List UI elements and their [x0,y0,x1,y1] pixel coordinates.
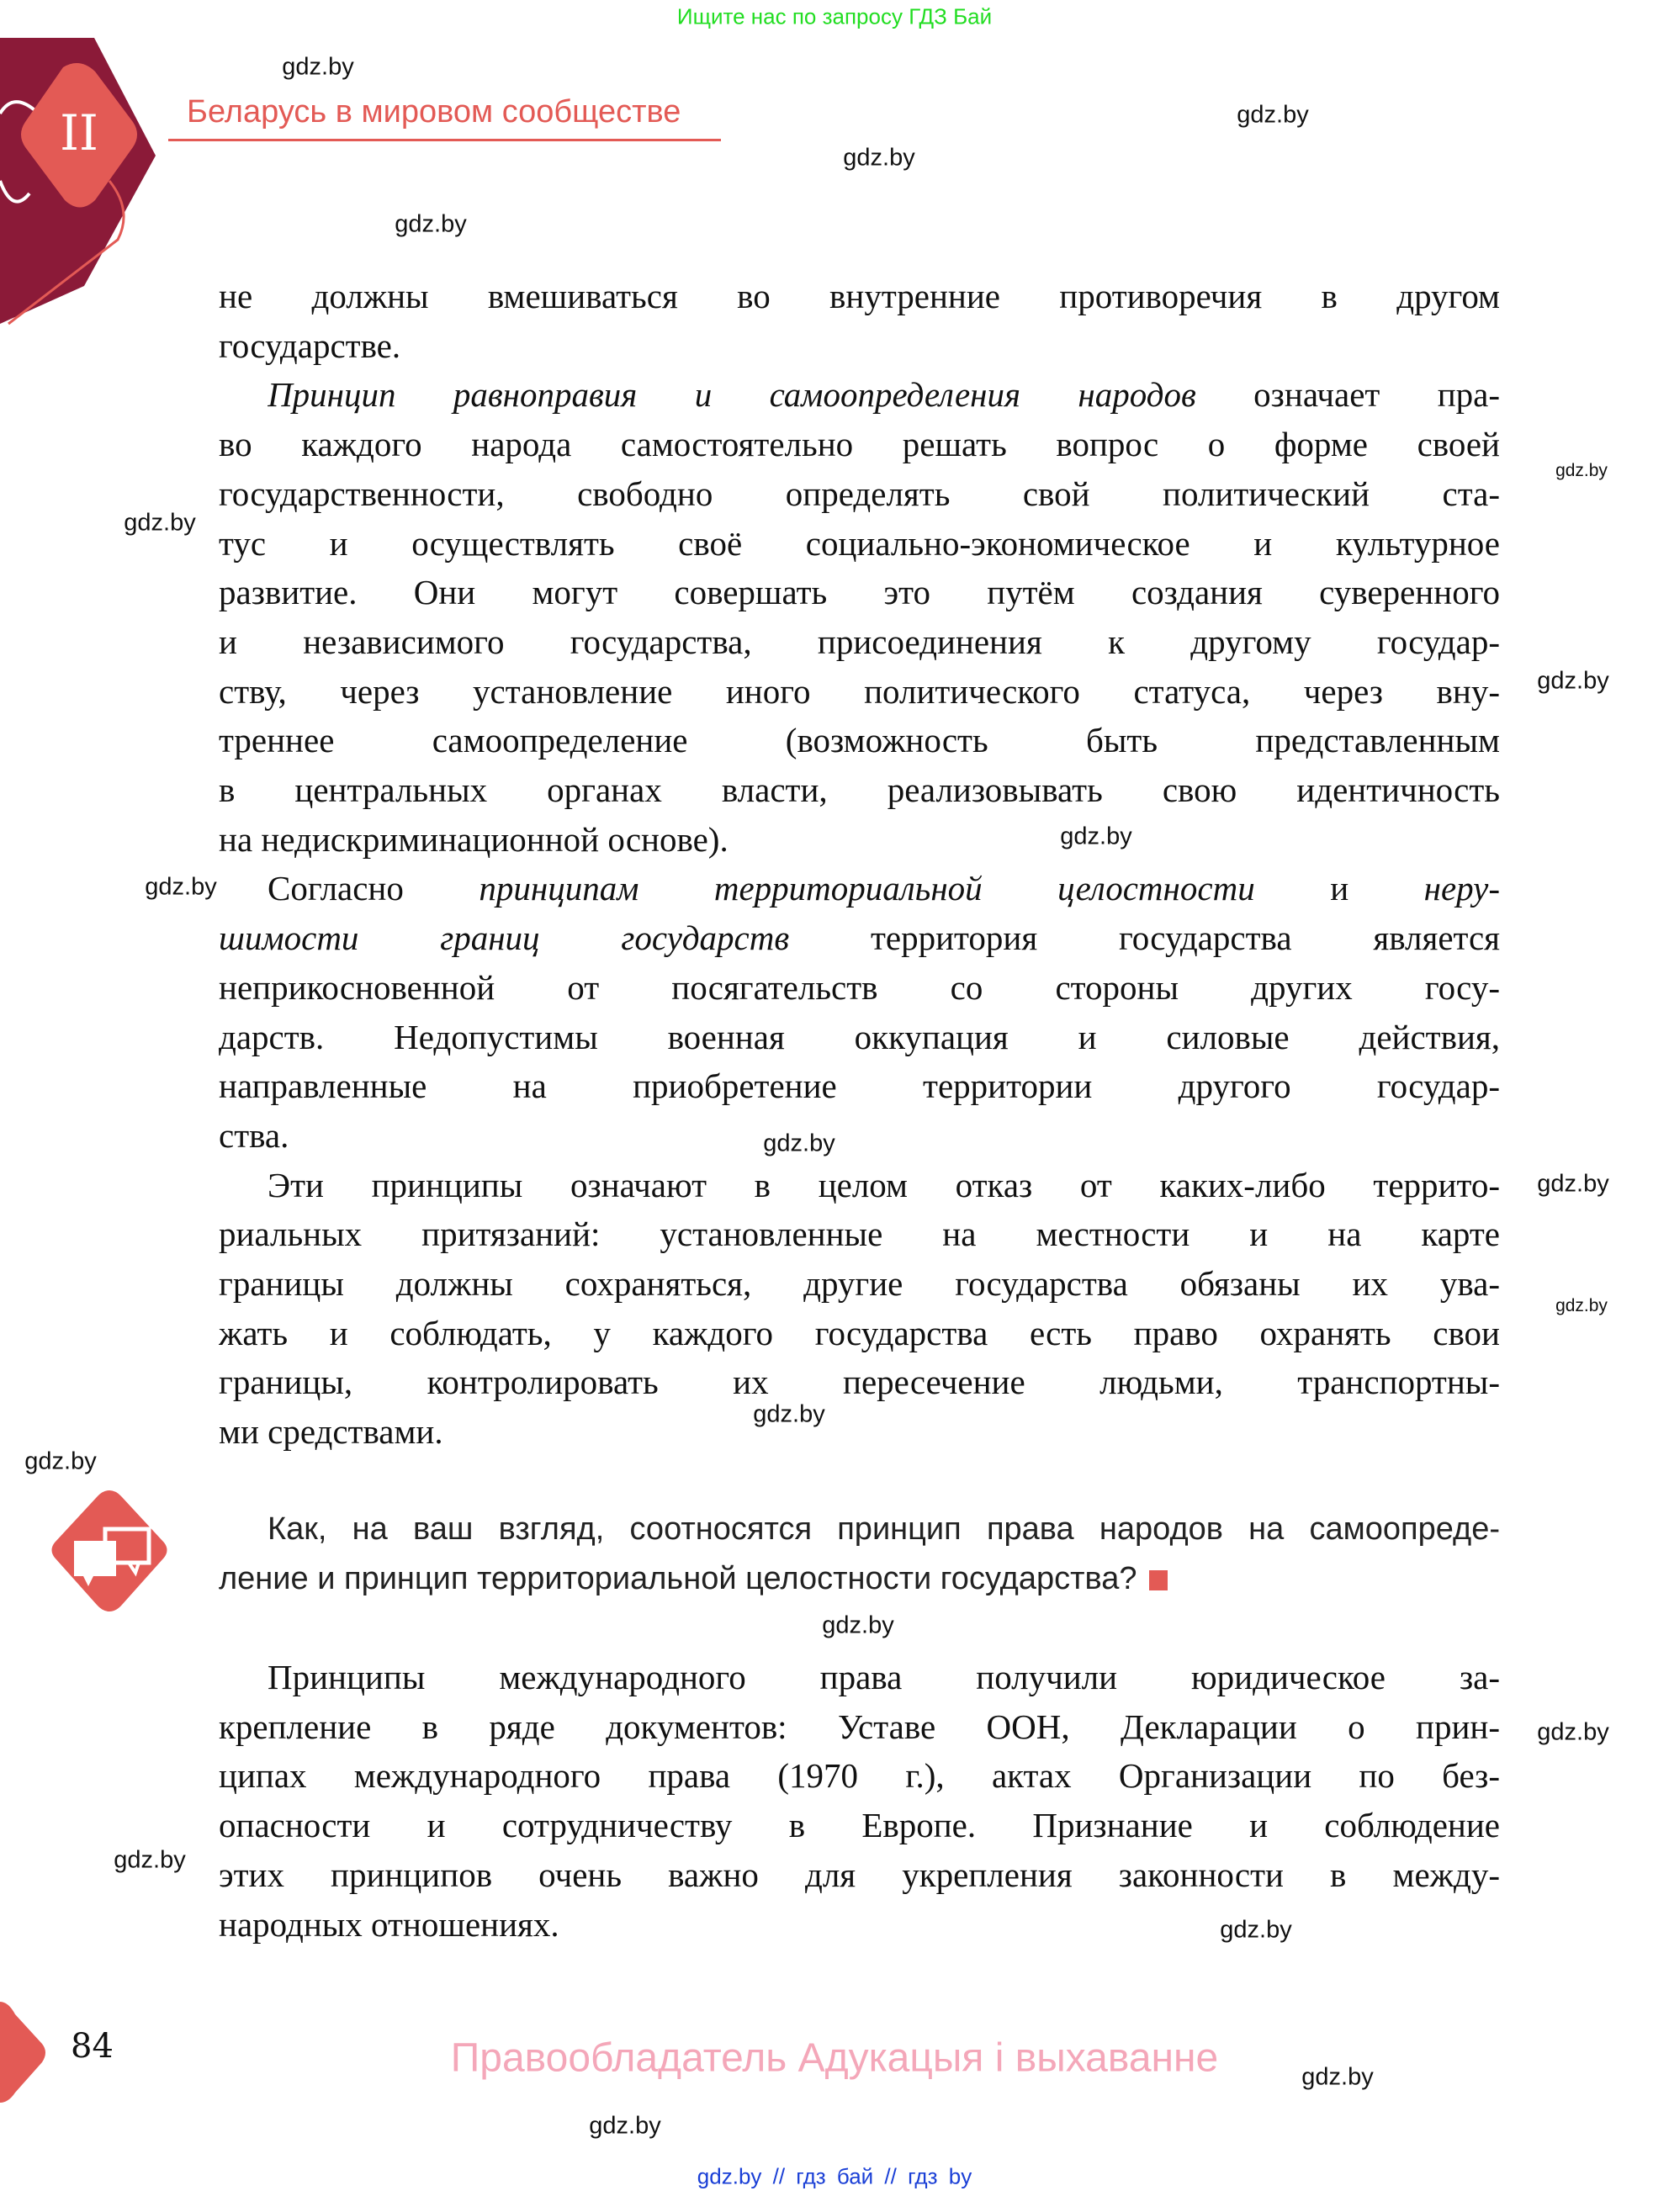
watermark: gdz.by [145,873,217,901]
text-segment: Согласно [268,869,480,908]
watermark: gdz.by [1220,1916,1292,1944]
rights-holder: Правообладатель Адукацыя і выхаванне [450,2035,1219,2081]
body-line [219,519,1500,568]
text-segment: означает пра- [1195,375,1500,415]
watermark: gdz.by [1537,1170,1609,1198]
watermark: gdz.by [1237,101,1309,129]
body-line [219,420,1500,468]
body-line [219,913,1500,962]
body-line [268,1161,1500,1209]
watermark: gdz.by [1301,2063,1374,2091]
body-line [219,1209,1500,1258]
text-segment: границы, контролировать их пересечение людьми, транспортны- [219,1363,1500,1402]
text-segment: ципах международного права (1970 г.), актах Организации по без- [219,1756,1500,1796]
text-segment: направленные на приобретение территории другого государ- [219,1066,1500,1106]
end-marker-icon [1149,1570,1168,1590]
question-line-text: ление и принцип территориальной целостности государства? [219,1561,1137,1596]
body-line [219,1111,1500,1160]
text-segment: границы должны сохраняться, другие государства обязаны их ува- [219,1264,1500,1303]
body-line [219,765,1500,814]
text-segment: тус и осуществлять своё социально-экономическое и культурное [219,523,1500,563]
italic-term: принципам территориальной целостности [479,869,1255,908]
question-line [219,1554,1500,1603]
watermark: gdz.by [1555,461,1608,480]
watermark: gdz.by [1555,1296,1608,1315]
text-segment: жать и соблюдать, у каждого государства есть право охранять свои [219,1313,1500,1352]
body-line [268,864,1500,913]
chapter-number: II [60,104,98,161]
watermark: gdz.by [124,509,196,537]
watermark: gdz.by [1060,823,1132,850]
top-banner: Ищите нас по запросу ГДЗ Бай [676,3,993,29]
text-segment: ми средствами. [219,1412,443,1452]
watermark: gdz.by [763,1130,835,1157]
body-line [219,1407,1500,1456]
text-segment: народных отношениях. [219,1904,559,1944]
bottom-banner[interactable]: gdz.by // гдз бай // гдз by [697,2163,972,2189]
body-line [219,1751,1500,1800]
body-line [219,1259,1500,1308]
watermark: gdz.by [395,210,467,238]
body-line [219,716,1500,765]
text-segment: развитие. Они могут совершать это путём создания суверенного [219,573,1500,612]
text-segment: этих принципов очень важно для укрепления законности в между- [219,1855,1500,1894]
text-segment: опасности и сотрудничеству в Европе. Признание и соблюдение [219,1806,1500,1845]
text-segment: ства. [219,1115,289,1155]
watermark: gdz.by [24,1447,97,1475]
body-line [219,1309,1500,1357]
body-line [219,815,1500,864]
body-line [219,1061,1500,1110]
text-segment: крепление в ряде документов: Уставе ООН, Декларации о прин- [219,1707,1500,1746]
body-line [268,370,1500,419]
text-segment: Эти принципы означают в целом отказ от каких-либо террито- [268,1165,1500,1204]
watermark: gdz.by [282,53,354,81]
chapter-title: Беларусь в мировом сообществе [187,94,681,130]
body-line [219,1702,1500,1751]
chapter-underline [168,139,721,141]
body-line [219,1850,1500,1899]
text-segment: в центральных органах власти, реализовывать свою идентичность [219,770,1500,809]
discussion-icon [46,1489,172,1615]
body-line [219,667,1500,716]
text-segment: неприкосновенной от посягательств со стороны других госу- [219,967,1500,1007]
text-segment: на недискриминационной основе). [219,819,729,859]
body-line [219,568,1500,617]
text-segment: дарств. Недопустимы военная оккупация и силовые действия, [219,1017,1500,1056]
watermark: gdz.by [843,144,915,172]
page-number: 84 [71,2027,114,2066]
body-line [219,272,1500,320]
watermark: gdz.by [114,1846,186,1874]
text-segment: во каждого народа самостоятельно решать вопрос о форме своей [219,425,1500,464]
body-line [219,1900,1500,1949]
watermark: gdz.by [1537,1718,1609,1746]
watermark: gdz.by [753,1400,825,1428]
body-line [219,321,1500,370]
watermark: gdz.by [589,2112,661,2140]
question-line: Как, на ваш взгляд, соотносятся принцип права народов на самоопреде- [268,1511,1500,1547]
body-line [268,1653,1500,1701]
italic-term: нeру- [1423,869,1500,908]
italic-term: Принцип равноправия и самоопределения народов [268,375,1196,415]
text-segment: государстве. [219,325,401,365]
text-segment: Принципы международного права получили юридическое за- [268,1658,1500,1696]
body-line [219,1801,1500,1850]
text-segment: территория государства является [789,918,1500,958]
text-segment: ству, через установление иного политического статуса, через вну- [219,671,1500,711]
text-segment: риальных притязаний: установленные на местности и на карте [219,1214,1500,1254]
text-segment: государственности, свободно определять свой политический ста- [219,474,1500,513]
body-line [219,469,1500,518]
body-line [219,1013,1500,1061]
body-line [219,617,1500,666]
text-segment: треннее самоопределение (возможность быть представленным [219,721,1500,760]
body-line [219,1357,1500,1406]
page-number-tab [0,2002,50,2103]
text-segment: и независимого государства, присоединения к другому государ- [219,622,1500,661]
text-segment: не должны вмешиваться во внутренние противоречия в другом [219,277,1500,315]
chapter-badge [0,34,202,336]
watermark: gdz.by [1537,667,1609,695]
body-line [219,963,1500,1012]
italic-term: шимости границ государств [219,918,790,958]
text-segment: и [1254,869,1424,908]
watermark: gdz.by [822,1611,894,1639]
